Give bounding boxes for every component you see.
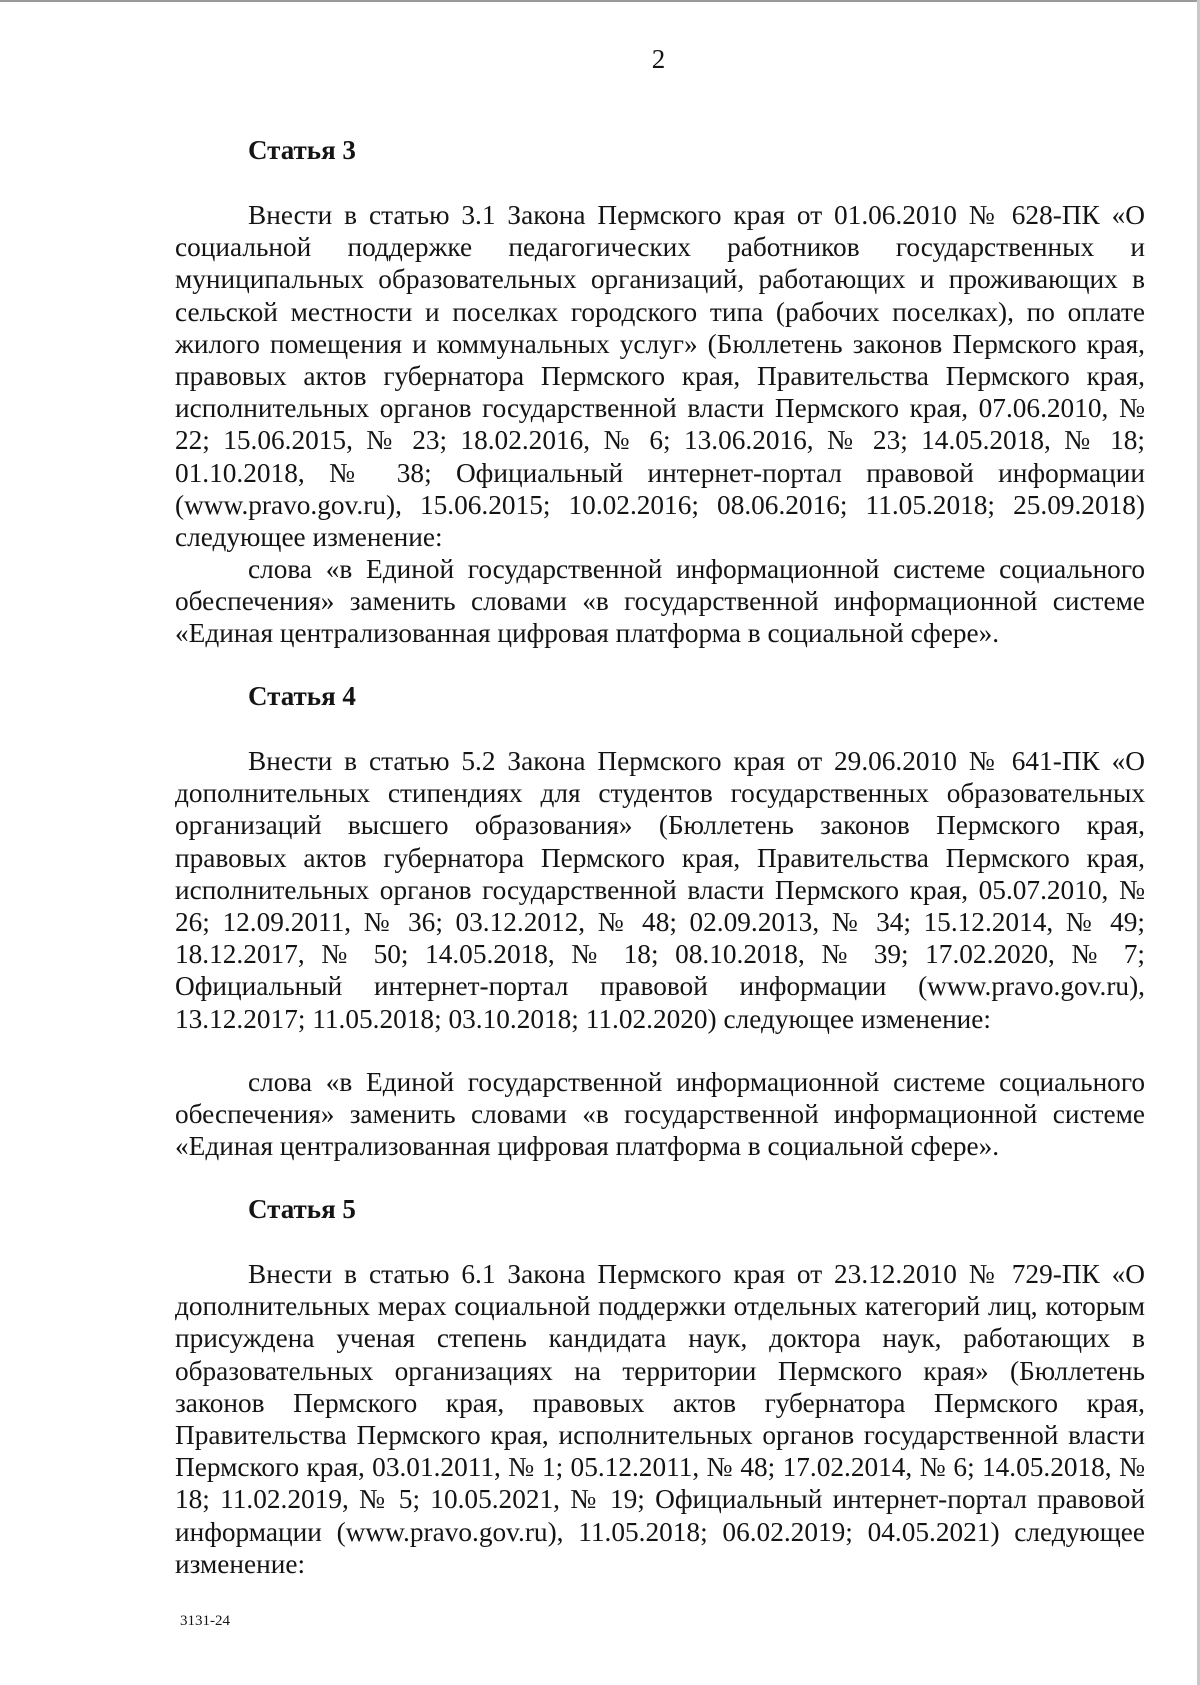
article-3-paragraph-1: Внести в статью 3.1 Закона Пермского края от 01.06.2010 № 628-ПК «О социальной поддержке педагогических работников государственных и муниципальных образовательных организаций, работающих и проживающих в сельской местности и поселках городского типа (рабочих поселках), по оплате жилого помещения и коммунальных услуг» (Бюллетень законов Пермского края, правовых актов губернатора Пермского края, Правительства Пермского края, исполнительных органов государственной власти Пермского края, 07.06.2010, № 22; 15.06.2015, № 23; 18.02.2016, № 6; 13.06.2016, № 23; 14.05.2018, № 18; 01.10.2018, № 38; Официальный интернет-портал правовой информации (www.pravo.gov.ru), 15.06.2015; 10.02.2016; 08.06.2016; 11.05.2018; 25.09.2018) следующее изменение: bbox=[175, 200, 1145, 553]
article-4-paragraph-1: Внести в статью 5.2 Закона Пермского края от 29.06.2010 № 641-ПК «О дополнительных стипендиях для студентов государственных образовательных организаций высшего образования» (Бюллетень законов Пермского края, правовых актов губернатора Пермского края, Правительства Пермского края, исполнительных органов государственной власти Пермского края, 05.07.2010, № 26; 12.09.2011, № 36; 03.12.2012, № 48; 02.09.2013, № 34; 15.12.2014, № 49; 18.12.2017, № 50; 14.05.2018, № 18; 08.10.2018, № 39; 17.02.2020, № 7; Официальный интернет-портал правовой информации (www.pravo.gov.ru), 13.12.2017; 11.05.2018; 03.10.2018; 11.02.2020) следующее изменение: bbox=[175, 746, 1145, 1034]
scan-edge-top bbox=[0, 0, 1200, 2]
article-3-paragraph-2: слова «в Единой государственной информационной системе социального обеспечения» заменить словами «в государственной информационной системе «Единая централизованная цифровая платформа в социальной сфере». bbox=[175, 554, 1145, 649]
article-3-heading: Статья 3 bbox=[248, 135, 356, 165]
article-5-paragraph-1: Внести в статью 6.1 Закона Пермского края от 23.12.2010 № 729-ПК «О дополнительных мерах социальной поддержки отдельных категорий лиц, которым присуждена ученая степень кандидата наук, доктора наук, работающих в образовательных организациях на территории Пермского края» (Бюллетень законов Пермского края, правовых актов губернатора Пермского края, Правительства Пермского края, исполнительных органов государственной власти Пермского края, 03.01.2011, № 1; 05.12.2011, № 48; 17.02.2014, № 6; 14.05.2018, № 18; 11.02.2019, № 5; 10.05.2021, № 19; Официальный интернет-портал правовой информации (www.pravo.gov.ru), 11.05.2018; 06.02.2019; 04.05.2021) следующее изменение: bbox=[175, 1259, 1145, 1579]
article-5-heading: Статья 5 bbox=[248, 1194, 356, 1224]
article-4-heading: Статья 4 bbox=[248, 681, 356, 711]
page-number: 2 bbox=[651, 44, 666, 74]
article-4-paragraph-2: слова «в Единой государственной информационной системе социального обеспечения» заменить словами «в государственной информационной системе «Единая централизованная цифровая платформа в социальной сфере». bbox=[175, 1067, 1145, 1162]
document-code: 3131-24 bbox=[180, 1613, 230, 1629]
